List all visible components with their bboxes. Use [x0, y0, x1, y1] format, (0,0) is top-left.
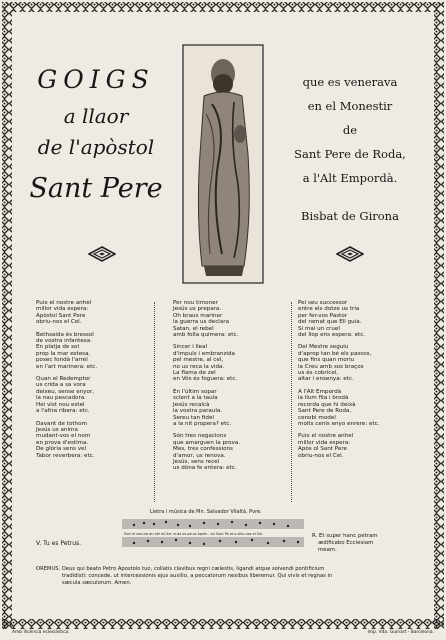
- verse-line: en Vós és foguera: etc.: [173, 376, 238, 383]
- stanza: [36, 376, 146, 414]
- verse-line: Apòs ol Sant Pere: [298, 446, 347, 453]
- stanza: [36, 332, 146, 370]
- verse-line: posec fondà l'arrel: [36, 357, 88, 364]
- verse-line: Jesús us prepara.: [173, 306, 222, 313]
- verse-line: millor vida espera:: [298, 439, 351, 446]
- subtitle-block: [276, 70, 424, 228]
- verse-line: Són tres negacions: [173, 433, 227, 440]
- verse-line: sclent a la taula: [173, 395, 218, 402]
- subtitle-line-3: de: [342, 123, 358, 137]
- subtitle-line-4: Sant Pere de Roda,: [294, 147, 406, 161]
- oremus-line-2: tradidisti: concede, ut intercessionis ejus auxilio, a peccatorum nexibus liberemur. Qui vivis et regnas in: [62, 573, 333, 579]
- oremus-prayer: [36, 566, 412, 587]
- music-credit: Lletra i música de Mn. Salvador Vilaltá, Pvre.: [150, 509, 262, 515]
- stanza: [298, 300, 408, 338]
- versicle: V. Tu es Petrus.: [36, 540, 82, 547]
- verse-line: del llop ens espera: etc.: [298, 332, 366, 339]
- verse-line: prop la mar estesa,: [36, 350, 91, 357]
- verse-line: la nau pescadora.: [36, 395, 86, 402]
- verse-line: Hei vist nou estel: [36, 401, 85, 408]
- oremus-line-1: OREMUS. Deus qui beato Petro Apostolo tuo, collatis clavibus regni cælestis, ligandi atque solvendi pontificium: [36, 566, 325, 572]
- verse-line: obriu-nos el Cel.: [298, 452, 344, 459]
- verse-line: d'impuls i embranzida: [173, 350, 235, 357]
- verse-line: obriu-nos el Cel.: [36, 319, 82, 326]
- border-top: [0, 0, 446, 14]
- verse-line: no us reca la vida.: [173, 363, 225, 370]
- verse-line: us crida a sa vora: [36, 382, 86, 389]
- verse-line: Sereu tan fidel: [173, 414, 214, 421]
- verse-line: la llum fila i brodà: [298, 395, 349, 402]
- verse-line: Apòstol Sant Pere: [36, 312, 86, 319]
- verse-line: Per nou timoner: [173, 300, 218, 306]
- stanza: [36, 300, 146, 326]
- verse-line: en prova d'estima.: [36, 439, 89, 446]
- verse-line: molts cenis enyo enrere: etc.: [298, 420, 380, 427]
- saint-peter-statue-image: [182, 44, 264, 284]
- verse-line: A l'Alt Empordà: [298, 388, 342, 395]
- title-a-llaor: a llaor: [63, 104, 129, 128]
- subtitle-line-1: que es venerava: [302, 75, 398, 89]
- title-goigs: GOIGS: [37, 65, 155, 94]
- verses-column-1: [36, 300, 146, 465]
- oremus-line-3: sæcula sæculorum. Amen.: [62, 580, 132, 586]
- title-de-lapostol: de l'apòstol: [37, 135, 155, 159]
- response-line-3: meam.: [318, 547, 337, 553]
- stanza: [173, 433, 283, 471]
- verse-line: En l'últim sopar: [173, 388, 217, 395]
- verse-line: Tabor reverbera: etc.: [36, 452, 95, 459]
- verse-line: pel mestre, al cel,: [173, 357, 224, 364]
- verse-line: del ramat que Ell guia.: [298, 319, 362, 326]
- response: [312, 533, 412, 554]
- verse-line: d'aprop tan bé els passos,: [298, 350, 372, 357]
- border-bottom: [0, 618, 446, 630]
- diocese-label: Bisbat de Girona: [301, 209, 399, 223]
- verse-line: Quan el Redemptor: [36, 376, 91, 383]
- verse-line: De glòria sens vel: [36, 446, 87, 453]
- verse-line: recorda que hi deixà: [298, 401, 356, 408]
- verse-line: Pel seu successor: [298, 300, 348, 306]
- verse-line: Jesús recalcà: [173, 401, 210, 408]
- response-line-2: ædificabo Ecclesiam: [318, 540, 374, 546]
- ornament-right-icon: [336, 246, 364, 262]
- music-score: [120, 516, 306, 554]
- verses-column-3: [298, 300, 408, 465]
- border-left: [0, 0, 14, 630]
- music-lyric: Puix el nos-tre an-hel mi-llor vi-da es-pe-ra Après - tol Sant Pe-re o-briu-nos el Cel.: [124, 532, 264, 536]
- verse-line: cenobi model: [298, 414, 336, 421]
- verses-column-2: [173, 300, 283, 478]
- column-divider: [154, 302, 156, 502]
- verse-line: entre els dotze us tria: [298, 306, 360, 313]
- verse-line: millor vida espera:: [36, 306, 89, 313]
- verse-line: Si mai un cruel: [298, 325, 340, 332]
- stanza: [36, 421, 146, 459]
- title-sant-pere: Sant Pere: [29, 173, 163, 204]
- response-line-1: R. Et super hanc petram: [312, 533, 378, 539]
- subtitle-line-2: en el Monestir: [307, 99, 393, 113]
- verse-line: Puix el nostre anhel: [298, 433, 354, 440]
- stanza: [298, 433, 408, 459]
- verse-line: amb folla quimera: etc.: [173, 332, 239, 339]
- stanza: [173, 389, 283, 427]
- verse-line: a la nit propera? etc.: [173, 420, 232, 427]
- verse-line: la guerra us declara: [173, 319, 230, 326]
- verse-line: Sant Pere de Roda,: [298, 408, 352, 415]
- verse-line: En platja de sol: [36, 344, 80, 351]
- verse-line: Jesús, sens recel: [173, 458, 220, 465]
- title-block: [14, 64, 178, 209]
- stanza: [298, 344, 408, 382]
- verse-line: de vostra infantesa.: [36, 338, 92, 345]
- stanza: [173, 344, 283, 382]
- verse-line: Oh braus mariner: [173, 312, 223, 319]
- verse-line: en l'art marinera: etc.: [36, 363, 98, 370]
- verse-line: Satan, el rebel: [173, 325, 214, 332]
- border-right: [432, 0, 446, 630]
- verse-line: Bethsaida és bressol: [36, 331, 94, 338]
- ornament-left-icon: [88, 246, 116, 262]
- verse-line: d'amor, us renova.: [173, 452, 226, 459]
- column-divider: [291, 302, 293, 502]
- verse-line: a l'altra ribera: etc.: [36, 408, 90, 415]
- subtitle-line-5: a l'Alt Empordà.: [302, 171, 398, 185]
- verse-line: Mes, tres confessions: [173, 446, 233, 453]
- verse-line: us dóna fe entera: etc.: [173, 465, 237, 472]
- verse-line: Puix el nostre anhel: [36, 300, 92, 306]
- verse-line: altar i ensenya: etc.: [298, 376, 354, 383]
- verse-line: Sincer i lleal: [173, 344, 208, 351]
- stanza: [173, 300, 283, 338]
- verse-line: deixeu, sense enyor,: [36, 388, 95, 395]
- verse-line: us és cobricel,: [298, 370, 339, 377]
- verse-line: la Creu amb sos braços: [298, 363, 364, 370]
- verse-line: La flama de zel: [173, 370, 216, 377]
- verse-line: Davant de tothom: [36, 420, 87, 427]
- verse-line: mudant-vos el nom: [36, 433, 91, 440]
- verse-line: Jesús us anima: [36, 426, 78, 433]
- verse-line: la vostra paraula.: [173, 408, 223, 415]
- verse-line: que amarguen la prova.: [173, 439, 241, 446]
- stanza: [298, 389, 408, 427]
- verse-line: per fer-vos Pastor: [298, 312, 348, 319]
- verse-line: que fins quan moriu: [298, 357, 355, 364]
- verse-line: Del Mestre seguiu: [298, 344, 349, 351]
- footer-license: Amb llicència eclesiàstica.: [12, 630, 70, 635]
- footer-printer: Imp. Vda. Guinart - Barcelona.: [367, 630, 434, 635]
